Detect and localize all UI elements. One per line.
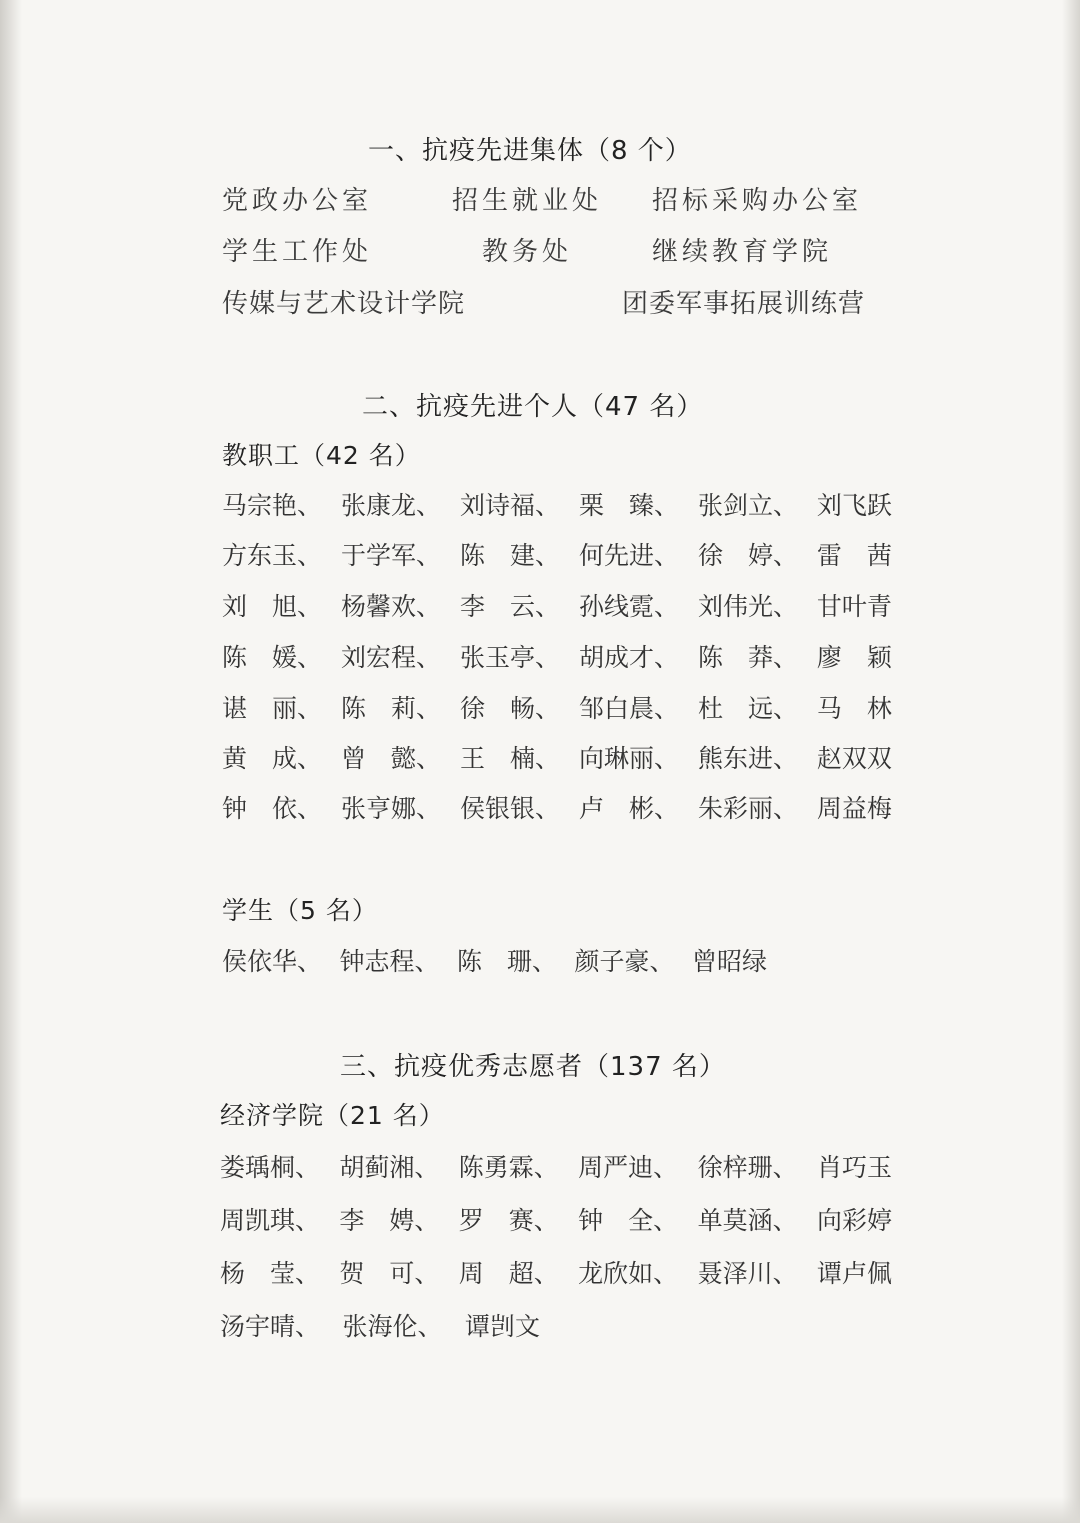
name-item: 雷 茜 <box>816 541 892 570</box>
page-edge-bottom <box>0 1497 1080 1523</box>
name-item: 何先进、 <box>578 541 679 570</box>
name-item: 侯依华、 <box>222 947 323 976</box>
name-item: 钟 全、 <box>578 1206 679 1235</box>
name-item: 罗 赛、 <box>458 1206 559 1235</box>
name-item: 刘伟光、 <box>697 592 798 621</box>
unit-item: 团委军事拓展训练营 <box>622 289 866 319</box>
name-item: 卢 彬、 <box>578 794 679 823</box>
name-item: 刘宏程、 <box>340 643 441 672</box>
name-item: 曾 懿、 <box>340 744 441 773</box>
name-item: 徐梓珊、 <box>697 1153 798 1182</box>
unit-item: 教务处 <box>482 237 573 267</box>
name-row <box>222 789 892 825</box>
name-item: 陈 莽、 <box>697 643 798 672</box>
name-item: 颜子豪、 <box>574 947 675 976</box>
name-item: 龙欣如、 <box>578 1259 679 1288</box>
name-item: 方东玉、 <box>222 541 323 570</box>
name-item: 向琳丽、 <box>578 744 679 773</box>
name-item: 赵双双 <box>816 744 892 773</box>
name-row <box>222 739 892 775</box>
name-item: 陈 莉、 <box>340 694 441 723</box>
name-item: 陈 建、 <box>459 541 560 570</box>
name-item: 徐 畅、 <box>459 694 560 723</box>
name-item: 张剑立、 <box>697 491 798 520</box>
sub-heading-economics: 经济学院（21 名） <box>220 1101 445 1130</box>
name-item: 周 超、 <box>458 1259 559 1288</box>
name-item: 陈 媛、 <box>222 643 323 672</box>
name-item: 孙线霓、 <box>578 592 679 621</box>
name-item: 张康龙、 <box>340 491 441 520</box>
name-item: 熊东进、 <box>697 744 798 773</box>
name-item: 单莫涵、 <box>697 1206 798 1235</box>
name-item: 周益梅 <box>816 794 892 823</box>
name-item: 刘飞跃 <box>816 491 892 520</box>
name-item: 周严迪、 <box>578 1153 679 1182</box>
name-row <box>222 486 892 522</box>
section-title-volunteers: 三、抗疫优秀志愿者（137 名） <box>340 1052 726 1082</box>
name-item: 聂泽川、 <box>697 1259 798 1288</box>
name-item: 刘 旭、 <box>222 592 323 621</box>
name-item: 钟 依、 <box>222 794 323 823</box>
name-item: 李 娉、 <box>339 1206 440 1235</box>
page-edge-right <box>1062 0 1080 1523</box>
name-item: 徐 婷、 <box>697 541 798 570</box>
name-item: 邹白晨、 <box>578 694 679 723</box>
name-item: 向彩婷 <box>816 1206 892 1235</box>
name-row <box>222 689 892 725</box>
unit-item: 学生工作处 <box>222 237 373 267</box>
unit-item: 传媒与艺术设计学院 <box>222 289 466 319</box>
section-title-individuals: 二、抗疫先进个人（47 名） <box>362 392 704 422</box>
name-item: 谭卢佩 <box>816 1259 892 1288</box>
name-item: 杨馨欢、 <box>340 592 441 621</box>
section-title-collectives: 一、抗疫先进集体（8 个） <box>368 136 692 166</box>
name-item: 陈 珊、 <box>456 947 557 976</box>
name-item: 张亨娜、 <box>340 794 441 823</box>
unit-item: 继续教育学院 <box>652 237 833 267</box>
name-row <box>220 1254 892 1290</box>
name-item: 朱彩丽、 <box>697 794 798 823</box>
name-item: 胡蓟湘、 <box>339 1153 440 1182</box>
name-item: 李 云、 <box>459 592 560 621</box>
name-item: 马 林 <box>816 694 892 723</box>
name-item: 张海伦、 <box>342 1312 443 1341</box>
name-item: 甘叶青 <box>816 592 892 621</box>
name-item: 汤宇晴、 <box>220 1312 321 1341</box>
page-edge-left <box>0 0 22 1523</box>
name-item: 栗 臻、 <box>578 491 679 520</box>
unit-item: 招标采购办公室 <box>652 186 863 216</box>
name-row <box>220 1307 540 1343</box>
name-row <box>222 638 892 674</box>
name-item: 王 楠、 <box>459 744 560 773</box>
name-item: 马宗艳、 <box>222 491 323 520</box>
name-row <box>220 1148 892 1184</box>
name-item: 侯银银、 <box>459 794 560 823</box>
sub-heading-students: 学生（5 名） <box>222 896 378 925</box>
name-item: 谌 丽、 <box>222 694 323 723</box>
name-item: 于学军、 <box>340 541 441 570</box>
name-item: 杨 莹、 <box>220 1259 321 1288</box>
name-item: 钟志程、 <box>339 947 440 976</box>
name-item: 张玉亭、 <box>459 643 560 672</box>
name-item: 陈勇霖、 <box>458 1153 559 1182</box>
sub-heading-staff: 教职工（42 名） <box>222 441 421 470</box>
name-row <box>222 587 892 623</box>
name-item: 周凯琪、 <box>220 1206 321 1235</box>
name-item: 曾昭绿 <box>691 947 767 976</box>
unit-item: 党政办公室 <box>222 186 373 216</box>
name-item: 肖巧玉 <box>816 1153 892 1182</box>
unit-item: 招生就业处 <box>452 186 603 216</box>
name-item: 杜 远、 <box>697 694 798 723</box>
name-item: 谭剀文 <box>464 1312 540 1341</box>
name-row <box>222 942 767 978</box>
name-item: 胡成才、 <box>578 643 679 672</box>
name-item: 娄瑀桐、 <box>220 1153 321 1182</box>
name-item: 刘诗福、 <box>459 491 560 520</box>
name-item: 贺 可、 <box>339 1259 440 1288</box>
name-row <box>222 536 892 572</box>
name-item: 廖 颖 <box>816 643 892 672</box>
name-item: 黄 成、 <box>222 744 323 773</box>
name-row <box>220 1201 892 1237</box>
